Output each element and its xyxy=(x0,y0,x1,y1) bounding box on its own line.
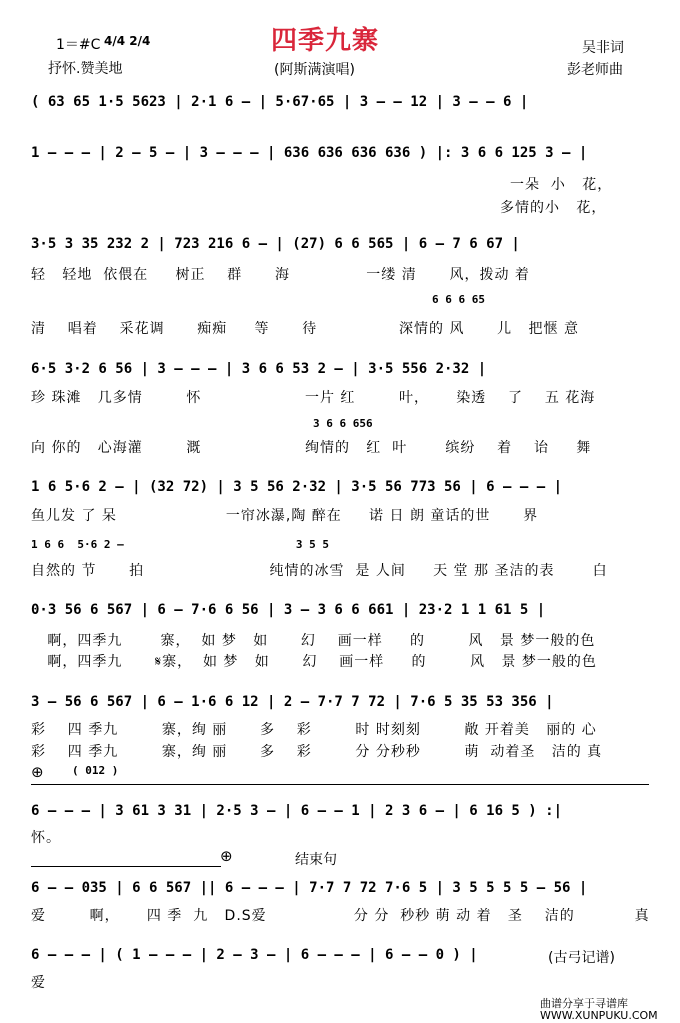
key-signature: 1＝#C xyxy=(56,37,101,53)
lyric-row-10: 爱 xyxy=(31,975,46,991)
time-signature: 4/4 2/4 xyxy=(104,34,151,48)
volta-bracket-1 xyxy=(31,784,129,785)
notation-row-3: 3·5 3 35 232 2 | 723 216 6 – | (27) 6 6 565 | 6 – 7 6 67 | xyxy=(31,236,520,252)
page-title: 四季九寨 xyxy=(271,26,380,56)
composer-credit: 彭老师曲 xyxy=(567,62,623,78)
coda-sign-icon-2: ⊕ xyxy=(220,847,233,865)
lyric-row-4a: 珍 珠滩 几多情 怀 一片 红 叶， 染透 了 五 花海 xyxy=(31,390,596,406)
lyric-row-3b: 清 唱着 采花调 痴痴 等 待 深情的 风 儿 把惬 意 xyxy=(31,321,579,337)
volta-bracket-1b xyxy=(129,784,649,785)
notation-row-1: ( 63 65 1·5 5623 | 2·1 6 – | 5·67·65 | 3 – – 12 | 3 – – 6 | xyxy=(31,94,529,110)
lyric-row-6a: 啊，四季九 寨， 如 梦 如 幻 画一样 的 风 景 梦一般的色 xyxy=(31,633,596,649)
notation-row-2: 1 – – – | 2 – 5 – | 3 – – – | 636 636 636 636 ) |: 3 6 6 125 3 – | xyxy=(31,145,588,161)
lyric-row-5b: 自然的 节 拍 纯情的冰雪 是 人间 天 堂 那 圣洁的表 白 xyxy=(31,563,608,579)
notation-row-4: 6·5 3·2 6 56 | 3 – – – | 3 6 6 53 2 – | 3·5 556 2·32 | xyxy=(31,361,487,377)
lyric-row-9: 爱 啊， 四 季 九 D.S爱 分 分 秒秒 萌 动 着 圣 洁的 真 xyxy=(31,908,650,924)
coda-sign-icon: ⊕ xyxy=(31,763,44,781)
lyric-row-8: 怀。 xyxy=(31,830,61,846)
mood-text: 抒怀.赞美地 xyxy=(48,61,123,77)
alt-notes-row-7: ( 012 ) xyxy=(72,764,119,777)
lyric-row-4b: 向 你的 心海灌 溉 绚情的 红 叶 缤纷 着 诒 舞 xyxy=(31,440,592,456)
ending-label: 结束句 xyxy=(295,852,337,868)
alt-notes-row-5: 1 6 6 5·6 2 – 3 5 5 xyxy=(31,538,330,551)
lyric-row-6b: 啊，四季九 𝄋寨， 如 梦 如 幻 画一样 的 风 景 梦一般的色 xyxy=(31,654,597,670)
lyric-row-3a: 轻 轻地 依偎在 树正 群 海 一缕 清 风，拨动 着 xyxy=(31,267,530,283)
lyric-row-7b: 彩 四 季九 寨，绚 丽 多 彩 分 分秒秒 萌 动着圣 洁的 真 xyxy=(31,744,603,760)
footer-site-url: WWW.XUNPUKU.COM xyxy=(540,1009,658,1022)
notation-row-5: 1 6 5·6 2 – | (32 72) | 3 5 56 2·32 | 3·5 56 773 56 | 6 – – – | xyxy=(31,479,563,495)
lyric-row-2a: 一朵 小 花， xyxy=(510,177,613,193)
footer-site-name: 曲谱分享于寻谱库 xyxy=(540,997,628,1010)
notation-row-9: 6 – – 035 | 6 6 567 || 6 – – – | 7·7 7 72 7·6 5 | 3 5 5 5 5 – 56 | xyxy=(31,880,588,896)
notation-row-6: 0·3 56 6 567 | 6 – 7·6 6 56 | 3 – 3 6 6 661 | 23·2 1 1 61 5 | xyxy=(31,602,546,618)
lyric-row-2b: 多情的小 花， xyxy=(500,200,607,216)
transcriber-credit: (古弓记谱) xyxy=(548,950,615,966)
notation-row-10: 6 – – – | ( 1 – – – | 2 – 3 – | 6 – – – | 6 – – 0 ) | xyxy=(31,947,478,963)
alt-notes-row-3: 6 6 6 65 xyxy=(432,293,485,306)
notation-row-8: 6 – – – | 3 61 3 31 | 2·5 3 – | 6 – – 1 | 2 3 6 – | 6 16 5 ) :| xyxy=(31,803,563,819)
alt-notes-row-4: 3 6 6 656 xyxy=(313,417,373,430)
lyricist-credit: 吴非词 xyxy=(582,40,624,56)
lyric-row-7a: 彩 四 季九 寨，绚 丽 多 彩 时 时刻刻 敞 开着美 丽的 心 xyxy=(31,722,597,738)
notation-row-7: 3 – 56 6 567 | 6 – 1·6 6 12 | 2 – 7·7 7 72 | 7·6 5 35 53 356 | xyxy=(31,694,554,710)
singer-credit: (阿斯满演唱) xyxy=(274,62,355,78)
volta-bracket-2 xyxy=(31,866,221,867)
lyric-row-5a: 鱼儿发 了 呆 一帘冰瀑,陶 醉在 诺 日 朗 童话的世 界 xyxy=(31,508,539,524)
